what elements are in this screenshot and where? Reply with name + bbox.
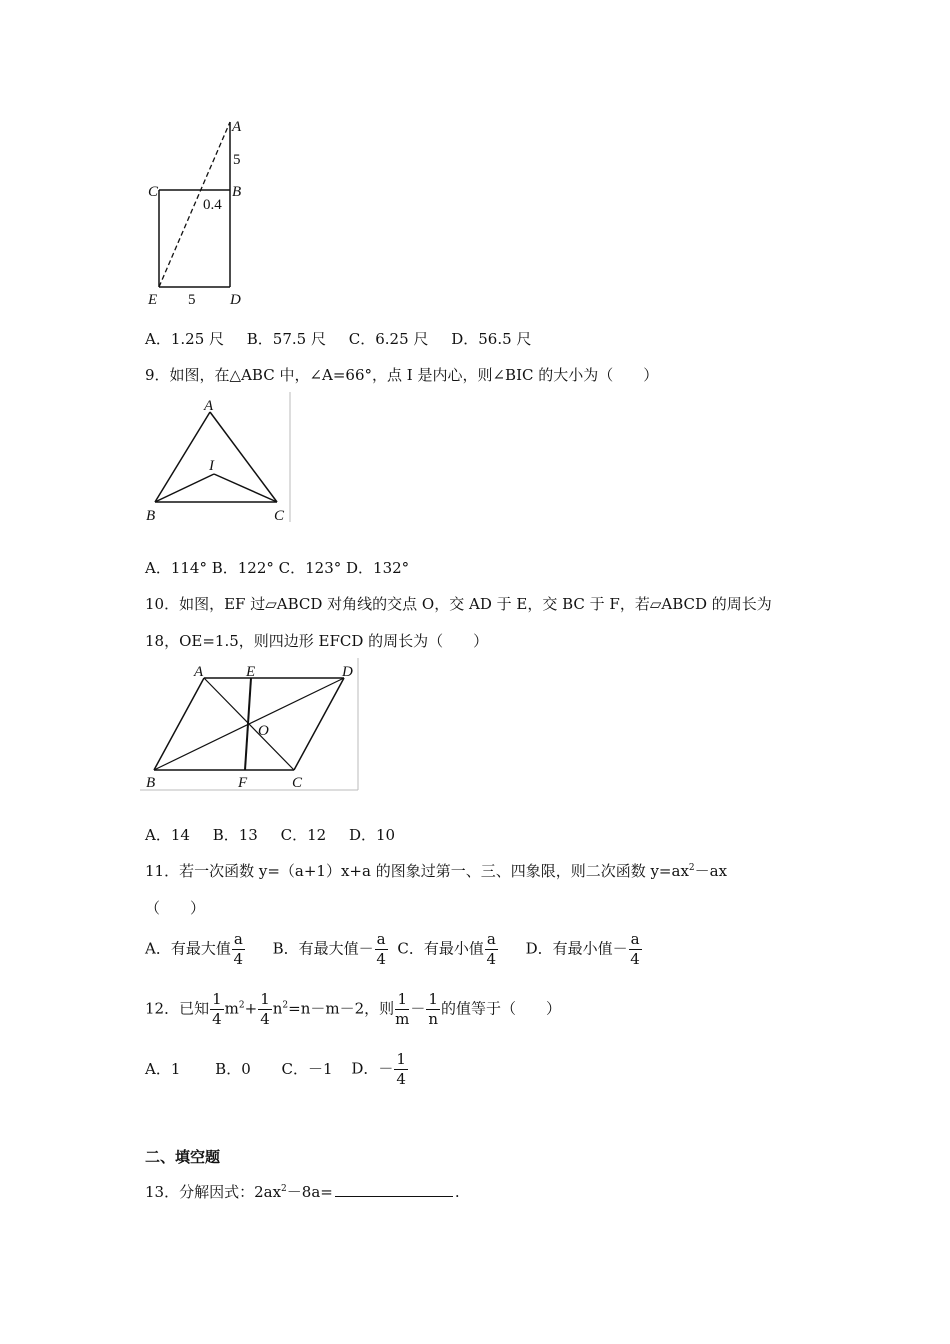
- q10-option-d[interactable]: D．10: [348, 826, 396, 844]
- fraction-numerator: a: [486, 930, 496, 948]
- fraction-denominator: 4: [233, 950, 244, 968]
- label-f: F: [238, 775, 248, 791]
- segment-dc: [294, 678, 344, 770]
- label-len-ab: 5: [233, 152, 241, 168]
- q12-option-d[interactable]: [351, 1052, 409, 1087]
- q11-option-b[interactable]: [273, 932, 389, 967]
- figure-q10: [140, 658, 365, 793]
- fraction-1-over-4: [210, 992, 224, 1027]
- label-d: D: [230, 292, 241, 308]
- fraction-denominator: 4: [630, 950, 640, 968]
- segment-ic: [214, 474, 277, 502]
- fraction-denominator: 4: [486, 950, 497, 968]
- fraction-a-over-4: [232, 932, 245, 967]
- q13-mid: －8a=: [286, 1183, 333, 1201]
- q12-pre: 12．已知: [145, 999, 210, 1018]
- fraction-numerator: a: [233, 930, 243, 948]
- q12-option-c[interactable]: C．－1: [281, 1059, 333, 1078]
- q12-plus: +: [244, 999, 258, 1018]
- label-len-cross: 0.4: [203, 197, 222, 213]
- q9-options[interactable]: A．114° B．122° C．123° D．132°: [145, 559, 410, 577]
- label-a: A: [194, 664, 204, 680]
- figure-q8: [140, 112, 260, 312]
- figure-q9: [140, 392, 300, 527]
- q8-options: [145, 328, 549, 349]
- segment-ac: [210, 412, 277, 502]
- q12-option-b[interactable]: B．0: [215, 1059, 251, 1078]
- fraction-denominator: 4: [396, 1070, 406, 1088]
- q12-n: n: [272, 999, 283, 1018]
- q12-post: 的值等于（ ）: [440, 999, 561, 1018]
- label-i: I: [209, 458, 214, 474]
- segment-ab: [154, 678, 204, 770]
- label-b: B: [232, 184, 242, 200]
- q12-mid: =n－m－2，则: [288, 999, 395, 1018]
- q13-post: .: [454, 1183, 460, 1201]
- q13-pre: 13．分解因式：2ax: [145, 1183, 282, 1201]
- section-title: 二、填空题: [145, 1148, 221, 1166]
- q13-stem: [145, 1181, 460, 1202]
- fraction-denominator: 4: [260, 1010, 270, 1028]
- q12-minus: －: [410, 999, 426, 1018]
- fraction-a-over-4: [485, 932, 498, 967]
- label-c: C: [274, 508, 285, 524]
- q8-option-c[interactable]: C．6.25 尺: [348, 330, 429, 348]
- fraction-numerator: 1: [260, 990, 270, 1008]
- q11-stem-text: 11．若一次函数 y=（a+1）x+a 的图象过第一、三、四象限，则二次函数 y=ax: [145, 862, 689, 880]
- q10-option-c[interactable]: C．12: [280, 826, 327, 844]
- q9-stem: 9．如图，在△ABC 中，∠A=66°，点 I 是内心，则∠BIC 的大小为（ ）: [145, 366, 659, 384]
- q10-option-a[interactable]: A．14: [145, 826, 190, 844]
- q12-option-d-text: D．－: [351, 1059, 394, 1078]
- q12-stem: [145, 992, 561, 1027]
- q8-option-b[interactable]: B．57.5 尺: [246, 330, 326, 348]
- q11-option-b-text: B．有最大值－: [272, 939, 374, 958]
- fraction-denominator: n: [428, 1010, 438, 1028]
- fraction-numerator: 1: [212, 990, 222, 1008]
- fraction-denominator: m: [395, 1010, 410, 1028]
- label-len-ed: 5: [188, 292, 196, 308]
- q11-option-d-text: D．有最小值－: [525, 939, 628, 958]
- q8-option-a[interactable]: A．1.25 尺: [145, 330, 224, 348]
- fraction-a-over-4: [629, 932, 642, 967]
- label-b: B: [146, 508, 156, 524]
- q11-exponent: 2: [688, 863, 695, 873]
- label-e: E: [148, 292, 158, 308]
- q11-stem-tail: －ax: [694, 862, 728, 880]
- fraction-1-over-4: [258, 992, 272, 1027]
- label-b: B: [146, 775, 156, 791]
- q10-option-b[interactable]: B．13: [212, 826, 258, 844]
- fraction-numerator: 1: [395, 992, 409, 1010]
- label-a: A: [232, 119, 242, 135]
- q11-option-d[interactable]: [526, 932, 643, 967]
- fraction-1-over-4: [394, 1052, 408, 1087]
- q10-options: [145, 824, 413, 845]
- q8-option-d[interactable]: D．56.5 尺: [451, 330, 532, 348]
- label-d: D: [342, 664, 353, 680]
- label-a: A: [204, 398, 214, 414]
- label-e: E: [246, 664, 256, 680]
- fraction-numerator: a: [376, 930, 386, 948]
- q11-option-c[interactable]: [397, 932, 498, 967]
- fraction-1-over-m: [395, 992, 409, 1027]
- q12-m: m: [224, 999, 239, 1018]
- q11-paren: （ ）: [145, 899, 206, 917]
- fraction-numerator: 1: [428, 990, 438, 1008]
- fraction-a-over-4: [375, 932, 388, 967]
- q11-option-a-text: A．有最大值: [145, 939, 231, 958]
- q11-stem: [145, 860, 727, 881]
- q12-options: [145, 1052, 409, 1087]
- fraction-numerator: a: [630, 930, 640, 948]
- fraction-denominator: 4: [212, 1010, 222, 1028]
- fraction-denominator: 4: [376, 950, 386, 968]
- fraction-numerator: 1: [396, 1050, 406, 1068]
- q12-option-a[interactable]: A．1: [145, 1059, 181, 1078]
- label-c: C: [148, 184, 159, 200]
- fraction-1-over-n: [426, 992, 440, 1027]
- q10-stem-line2: 18，OE=1.5，则四边形 EFCD 的周长为（ ）: [145, 632, 489, 650]
- label-c: C: [292, 775, 303, 791]
- answer-blank[interactable]: [335, 1182, 453, 1197]
- q12-exp-m: 2: [238, 1000, 245, 1011]
- q12-exp-n: 2: [282, 1000, 289, 1011]
- q10-stem-line1: 10．如图，EF 过▱ABCD 对角线的交点 O，交 AD 于 E，交 BC 于 F，若▱ABCD 的周长为: [145, 595, 772, 613]
- label-o: O: [258, 723, 269, 739]
- q11-options: [145, 932, 643, 967]
- q13-exp: 2: [281, 1184, 287, 1194]
- q11-option-a[interactable]: [145, 932, 246, 967]
- q11-option-c-text: C．有最小值: [397, 939, 484, 958]
